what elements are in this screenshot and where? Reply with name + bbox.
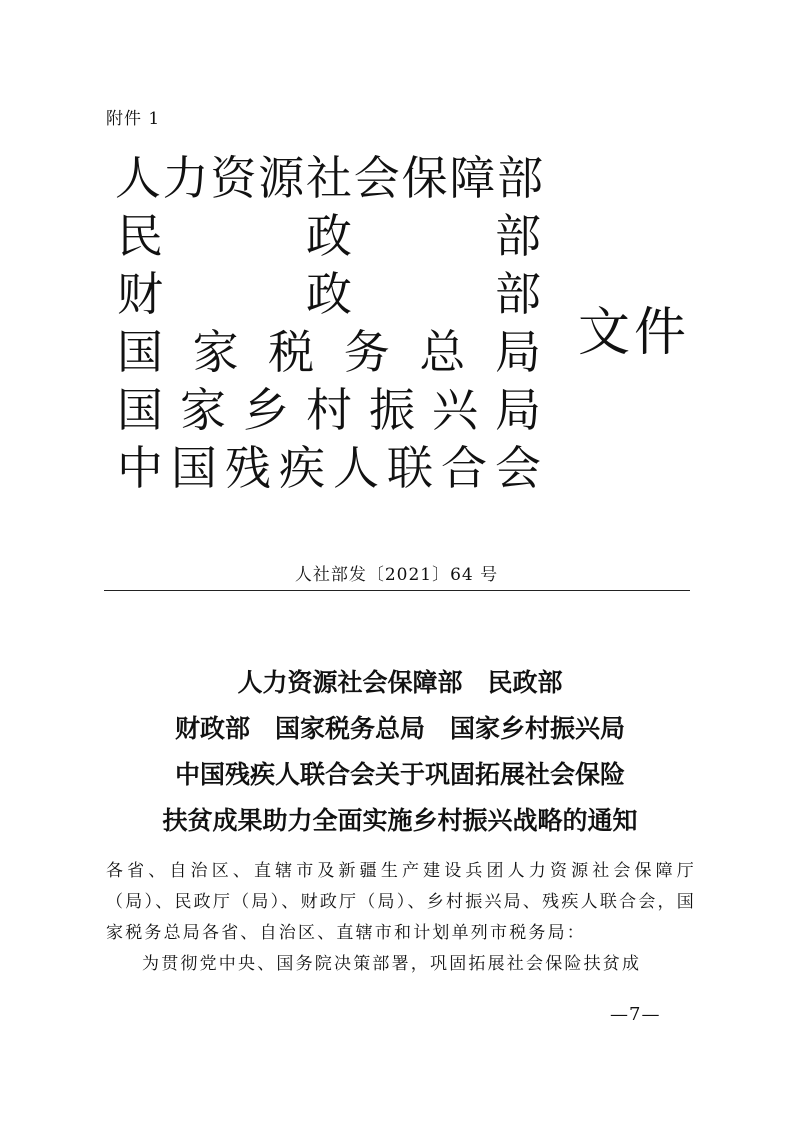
- issuer-line-finance: 财 政 部: [117, 267, 541, 321]
- document-body: [106, 856, 696, 980]
- title-line: 扶贫成果助力全面实施乡村振兴战略的通知: [162, 806, 638, 835]
- issuer-line-civil-affairs: 民 政 部: [117, 209, 541, 263]
- title-line: 中国残疾人联合会关于巩固拓展社会保险: [174, 760, 625, 789]
- body-paragraph: 为贯彻党中央、国务院决策部署，巩固拓展社会保险扶贫成: [142, 954, 642, 974]
- title-line: 人力资源社会保障部 民政部: [237, 668, 563, 697]
- issuer-line-taxation: 国 家 税 务 总 局: [117, 325, 541, 379]
- document-number: 人社部发〔2021〕64 号: [294, 565, 499, 585]
- document-title: [100, 660, 700, 844]
- header-divider: [104, 590, 690, 591]
- title-line: 财政部 国家税务总局 国家乡村振兴局: [174, 714, 625, 743]
- issuer-line-rural-revitalization: 国 家 乡 村 振 兴 局: [117, 383, 541, 437]
- issuer-line-disabled-federation: 中 国 残 疾 人 联 合 会: [117, 441, 541, 495]
- issuing-agencies: [114, 150, 544, 498]
- document-suffix: 文件: [578, 303, 691, 363]
- recipients-paragraph: 各省、自治区、直辖市及新疆生产建设兵团人力资源社会保障厅（局）、民政厅（局）、财政厅（局）、乡村振兴局、残疾人联合会，国家税务总局各省、自治区、直辖市和计划单列市税务局：: [106, 861, 696, 943]
- attachment-label: 附件 1: [106, 109, 161, 129]
- issuer-line-hrss: 人 力 资 源 社 会 保 障 部: [114, 151, 544, 205]
- page-number: —7—: [610, 1004, 661, 1025]
